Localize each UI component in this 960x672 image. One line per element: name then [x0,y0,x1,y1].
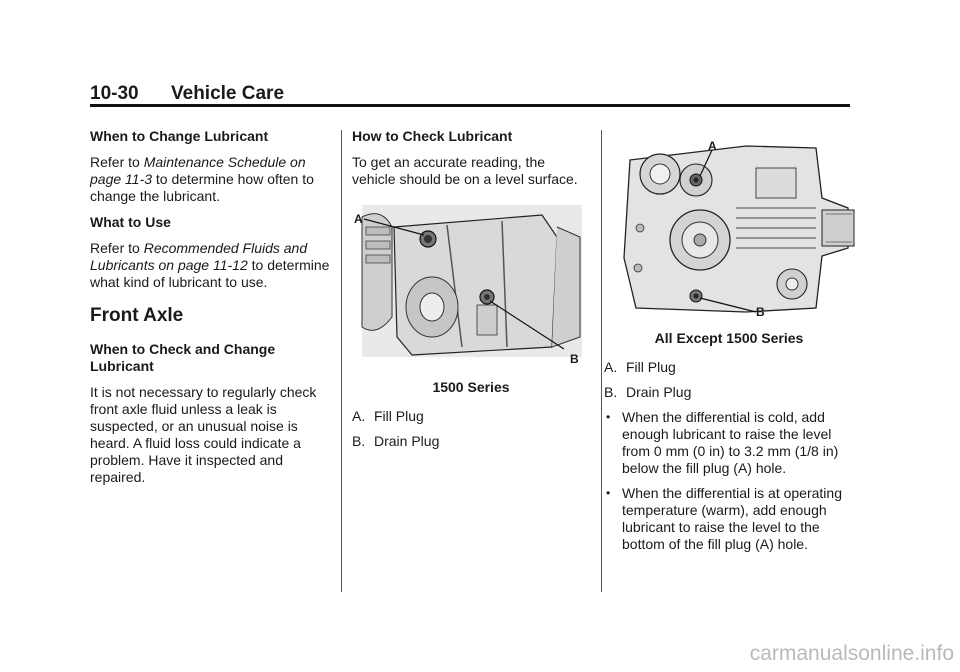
how-to-check-heading: How to Check Lubricant [352,128,513,144]
item-label: Drain Plug [374,433,440,449]
callout-a-label: A [354,212,363,226]
item-letter: B. [352,433,366,449]
check-change-heading: When to Check and Change Lubricant [90,341,276,374]
column-3 [604,138,854,561]
maintenance-schedule-link[interactable]: Maintenance Schedule on page 11-3 [90,154,306,187]
column-divider-1 [341,130,342,592]
use-paragraph [90,240,330,291]
change-paragraph [90,154,330,205]
item-letter: B. [604,384,618,400]
list-item [352,433,590,450]
bullet-icon: • [606,486,611,500]
section-title: Vehicle Care [171,83,285,104]
bullet-item [604,485,854,553]
axle-1500-drawing [352,197,582,369]
recommended-fluids-link[interactable]: Recommended Fluids and Lubricants on page 11-12 [90,240,308,273]
callout-b-label: B [756,305,765,319]
bullet-icon: • [606,410,611,424]
refer-to-text: Refer to [90,240,144,256]
header-rule [90,104,850,107]
axle-all-except-illustration [616,138,860,320]
list-item [352,408,590,425]
change-paragraph-rest: to determine how often to change the lubricant. [90,171,314,204]
item-letter: A. [604,359,618,375]
bullet-text: When the differential is at operating temperature (warm), add enough lubricant to raise the level to the bottom of the fill plug (A) hole. [622,485,842,552]
column-divider-2 [601,130,602,592]
figure-caption: All Except 1500 Series [654,330,804,346]
list-item [604,384,854,401]
refer-to-text: Refer to [90,154,144,170]
list-item [604,359,854,376]
callout-a-label: A [708,139,717,153]
column-2 [352,128,590,458]
when-to-change-heading: When to Change Lubricant [90,128,269,144]
callout-b-label: B [570,352,579,366]
axle-all-except-drawing [616,138,860,320]
check-change-paragraph: It is not necessary to regularly check front axle fluid unless a leak is suspected, or an unusual noise is heard. A fluid loss could indicate a problem. Have it inspected and repaired. [90,384,317,485]
column-1 [90,128,330,495]
use-paragraph-rest: to determine what kind of lubricant to use. [90,257,330,290]
item-label: Fill Plug [626,359,676,375]
item-label: Drain Plug [626,384,692,400]
item-letter: A. [352,408,366,424]
watermark: carmanualsonline.info [749,642,954,665]
what-to-use-heading: What to Use [90,214,171,230]
bullet-item [604,409,854,477]
how-to-check-paragraph: To get an accurate reading, the vehicle should be on a level surface. [352,154,578,187]
axle-1500-illustration [352,197,582,369]
bullet-text: When the differential is cold, add enough lubricant to raise the level from 0 mm (0 in) to 3.2 mm (1/8 in) below the fill plug (A) hole. [622,409,839,476]
figure-caption: 1500 Series [432,379,510,395]
page-number: 10-30 [90,83,139,104]
item-label: Fill Plug [374,408,424,424]
front-axle-heading: Front Axle [90,305,184,326]
